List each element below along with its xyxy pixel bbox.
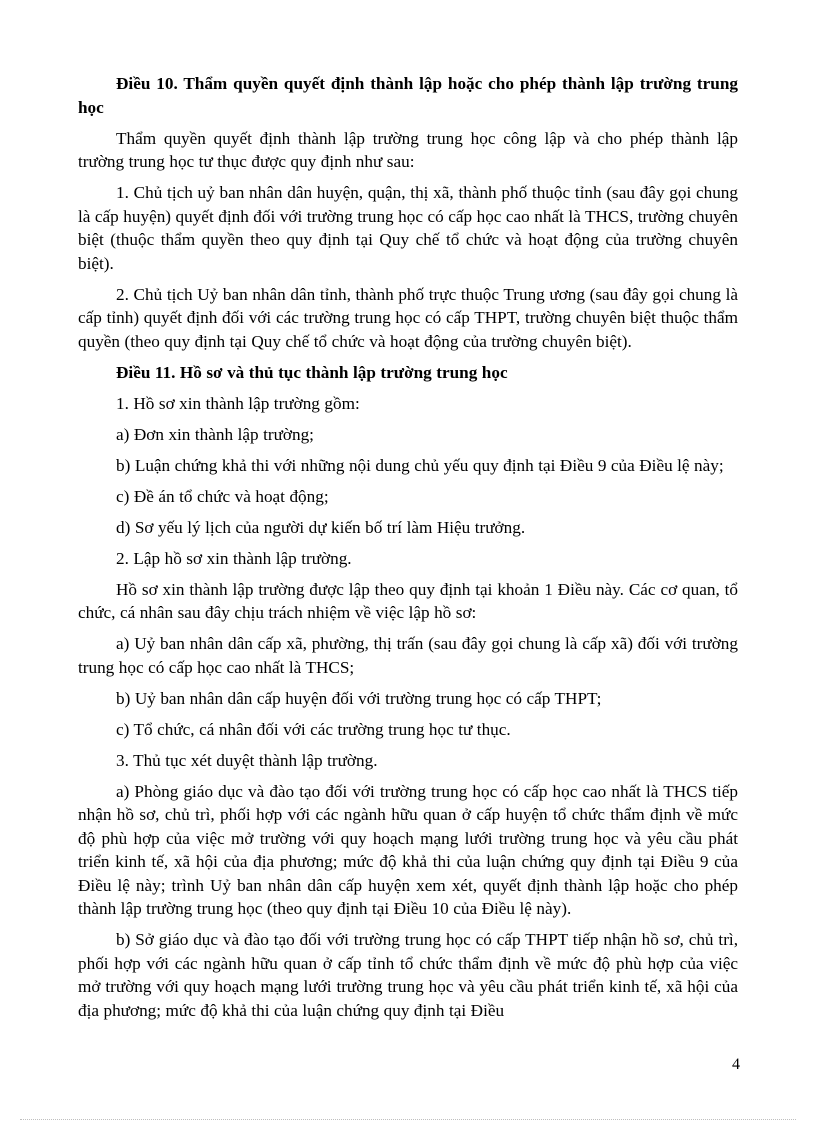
article-10-clause-2: 2. Chủ tịch Uỷ ban nhân dân tỉnh, thành phố trực thuộc Trung ương (sau đây gọi chung là cấp tỉnh) quyết định đối với các trường trung học có cấp THPT, trường chuyên biệt thuộc thẩm quyền (theo quy định tại Quy chế tổ chức và hoạt động của trường chuyên biệt). bbox=[78, 284, 738, 351]
article-11-clause-3a: a) Phòng giáo dục và đào tạo đối với trường trung học có cấp học cao nhất là THCS tiếp nhận hồ sơ, chủ trì, phối hợp với các ngành hữu quan ở cấp huyện tổ chức thẩm định về mức độ phù hợp của việc mở trường với quy hoạch mạng lưới trường trung học và yêu cầu phát triển kinh tế, xã hội của địa phương; mức độ khả thi của luận chứng quy định tại Điều 9 của Điều lệ này; trình Uỷ ban nhân dân cấp huyện xem xét, quyết định thành lập hoặc cho phép thành lập trường trung học (theo quy định tại Điều 10 của Điều lệ này). bbox=[78, 781, 738, 918]
article-11-clause-3: 3. Thủ tục xét duyệt thành lập trường. bbox=[116, 750, 378, 770]
article-11-clause-3b: b) Sở giáo dục và đào tạo đối với trường trung học có cấp THPT tiếp nhận hồ sơ, chủ trì, phối hợp với các ngành hữu quan ở cấp tỉnh tổ chức thẩm định về mức độ phù hợp của việc mở trường với quy hoạch mạng lưới trường trung học và yêu cầu phát triển kinh tế, xã hội của địa phương; mức độ khả thi của luận chứng quy định tại Điều bbox=[78, 930, 738, 1020]
document-body bbox=[78, 72, 738, 1030]
article-11-clause-1c: c) Đề án tổ chức và hoạt động; bbox=[116, 486, 329, 506]
article-11-clause-1a: a) Đơn xin thành lập trường; bbox=[116, 424, 314, 444]
page-divider bbox=[20, 1119, 796, 1120]
article-10-intro: Thẩm quyền quyết định thành lập trường trung học công lập và cho phép thành lập trường trung học tư thục được quy định như sau: bbox=[78, 128, 738, 171]
article-11-clause-2: 2. Lập hồ sơ xin thành lập trường. bbox=[116, 548, 352, 568]
article-11-clause-2b: b) Uỷ ban nhân dân cấp huyện đối với trường trung học có cấp THPT; bbox=[116, 688, 602, 708]
article-11-heading: Điều 11. Hồ sơ và thủ tục thành lập trường trung học bbox=[116, 362, 508, 382]
article-11-clause-2a: a) Uỷ ban nhân dân cấp xã, phường, thị trấn (sau đây gọi chung là cấp xã) đối với trường trung học có cấp học cao nhất là THCS; bbox=[78, 634, 738, 677]
article-11-clause-2-intro: Hồ sơ xin thành lập trường được lập theo quy định tại khoản 1 Điều này. Các cơ quan, tổ chức, cá nhân sau đây chịu trách nhiệm về việc lập hồ sơ: bbox=[78, 579, 738, 622]
article-11-clause-1d: d) Sơ yếu lý lịch của người dự kiến bố trí làm Hiệu trưởng. bbox=[116, 517, 526, 537]
article-10-heading: Điều 10. Thẩm quyền quyết định thành lập hoặc cho phép thành lập trường trung học bbox=[78, 74, 738, 117]
article-11-clause-2c: c) Tổ chức, cá nhân đối với các trường trung học tư thục. bbox=[116, 719, 511, 739]
article-10-clause-1: 1. Chủ tịch uỷ ban nhân dân huyện, quận, thị xã, thành phố thuộc tỉnh (sau đây gọi chung là cấp huyện) quyết định đối với trường trung học có cấp học cao nhất là THCS, trường chuyên biệt (thuộc thẩm quyền theo quy định tại Quy chế tổ chức và hoạt động của trường chuyên biệt). bbox=[78, 183, 738, 273]
article-11-clause-1: 1. Hồ sơ xin thành lập trường gồm: bbox=[116, 393, 360, 413]
article-11-clause-1b: b) Luận chứng khả thi với những nội dung chủ yếu quy định tại Điều 9 của Điều lệ này; bbox=[116, 455, 724, 475]
page-number: 4 bbox=[732, 1056, 740, 1073]
